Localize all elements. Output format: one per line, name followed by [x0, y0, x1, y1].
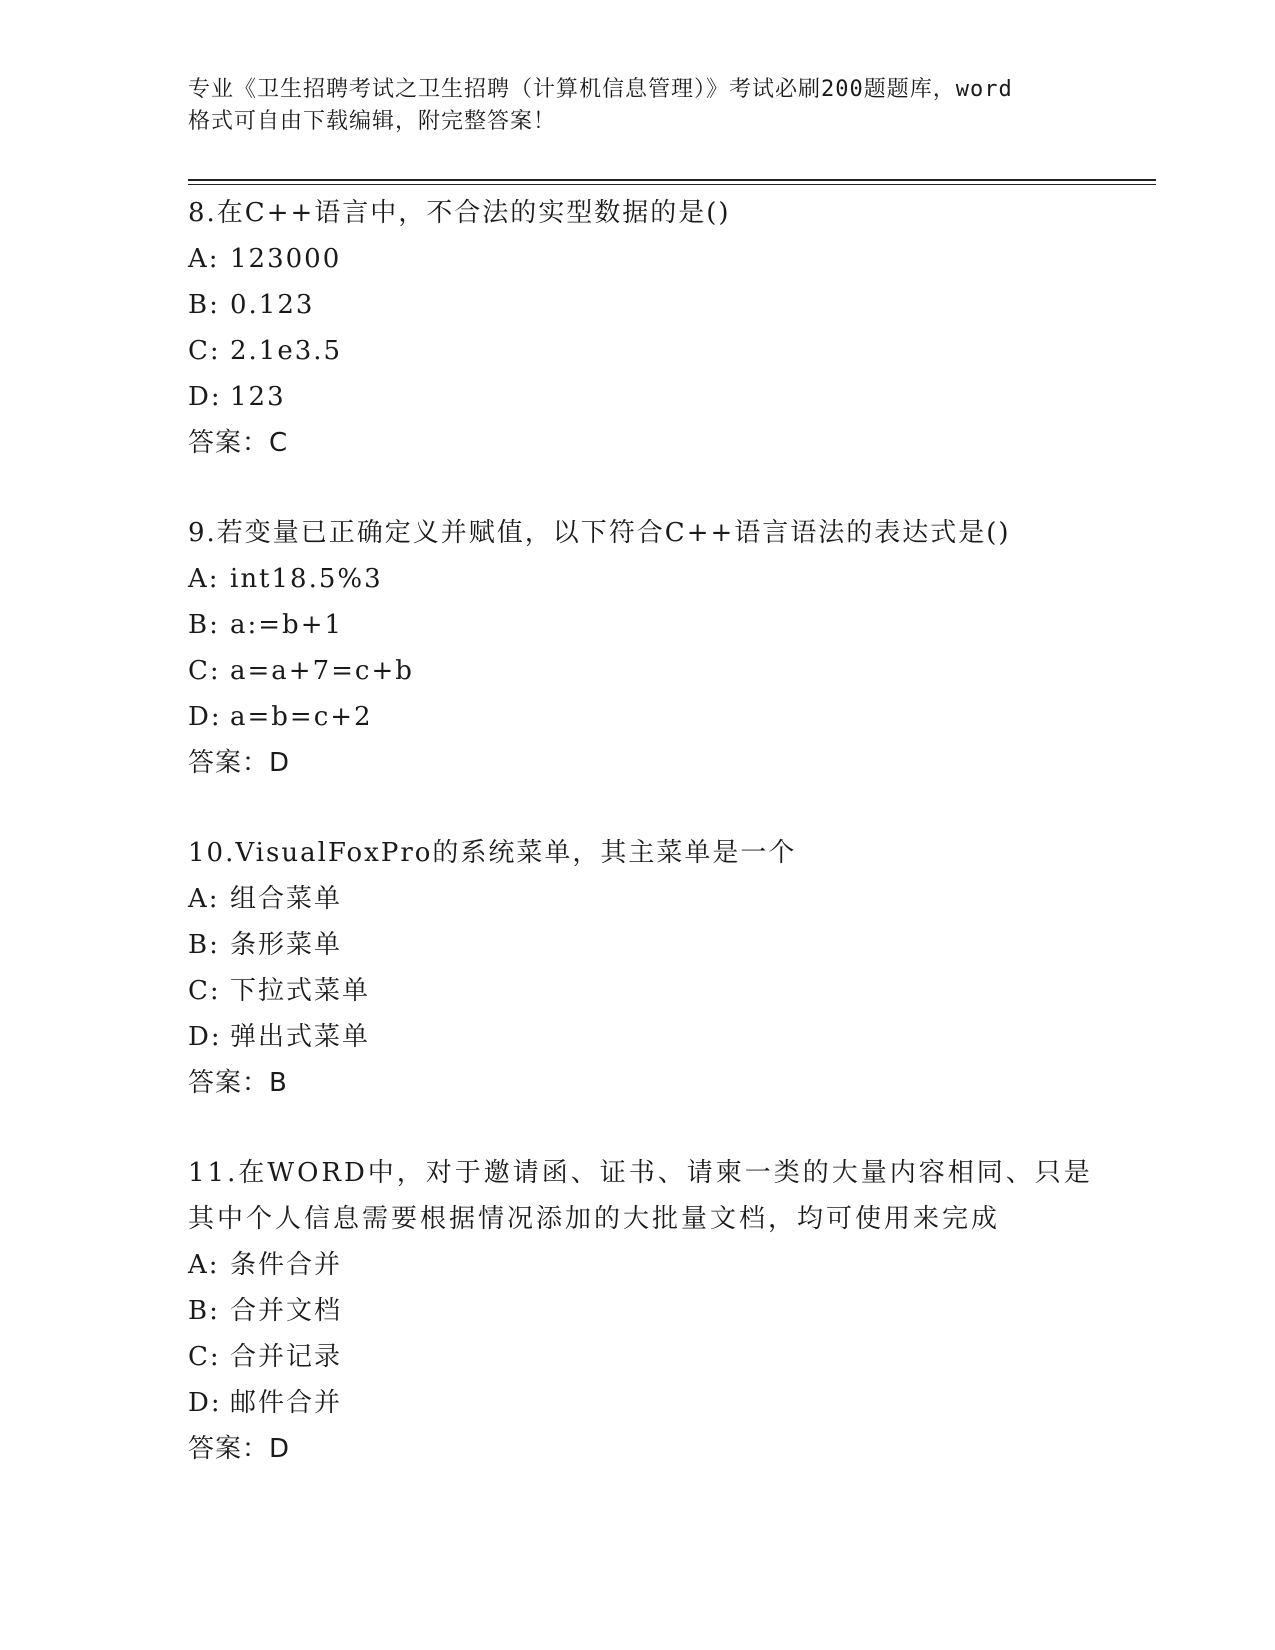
- option-text: a=b=c+2: [230, 702, 373, 732]
- option-text: 组合菜单: [230, 884, 343, 914]
- header-rule-thick: [188, 179, 1156, 181]
- option-text: 下拉式菜单: [230, 976, 371, 1006]
- option-b: [188, 282, 1148, 328]
- option-text: a:=b+1: [230, 610, 344, 640]
- option-a: [188, 556, 1148, 602]
- option-letter: A:: [188, 1250, 220, 1280]
- option-text: a=a+7=c+b: [230, 656, 414, 686]
- option-text: 合并记录: [230, 1342, 343, 1372]
- option-text: 123: [230, 382, 286, 412]
- question-stem-line-2: 其中个人信息需要根据情况添加的大批量文档，均可使用来完成: [188, 1204, 1001, 1234]
- question-stem: 9.若变量已正确定义并赋值，以下符合C++语言语法的表达式是(): [188, 518, 1011, 548]
- option-letter: B:: [188, 1296, 220, 1326]
- document-header: [188, 74, 1108, 138]
- question-list: [188, 190, 1148, 1516]
- answer-line: 答案：D: [188, 1434, 291, 1464]
- header-line-1: 专业《卫生招聘考试之卫生招聘（计算机信息管理）》考试必刷200题题库，word: [188, 77, 1013, 102]
- option-letter: C:: [188, 336, 221, 366]
- option-c: [188, 328, 1148, 374]
- option-c: [188, 648, 1148, 694]
- question-8: [188, 190, 1148, 466]
- option-b: [188, 1288, 1148, 1334]
- header-line-2: 格式可自由下载编辑，附完整答案！: [188, 109, 557, 134]
- option-text: 条形菜单: [230, 930, 343, 960]
- option-letter: A:: [188, 884, 220, 914]
- option-b: [188, 602, 1148, 648]
- option-letter: C:: [188, 976, 221, 1006]
- question-stem: 8.在C++语言中，不合法的实型数据的是(): [188, 198, 731, 228]
- option-d: [188, 1014, 1148, 1060]
- option-c: [188, 968, 1148, 1014]
- option-letter: C:: [188, 1342, 221, 1372]
- option-b: [188, 922, 1148, 968]
- option-text: 弹出式菜单: [230, 1022, 371, 1052]
- question-10: [188, 830, 1148, 1106]
- answer-line: 答案：C: [188, 428, 289, 458]
- answer-line: 答案：B: [188, 1068, 288, 1098]
- answer-line: 答案：D: [188, 748, 291, 778]
- question-stem: 10.VisualFoxPro的系统菜单，其主菜单是一个: [188, 838, 797, 868]
- option-text: 条件合并: [230, 1250, 343, 1280]
- option-letter: B:: [188, 290, 220, 320]
- question-stem-line-1: 11.在WORD中，对于邀请函、证书、请柬一类的大量内容相同、只是: [188, 1158, 1093, 1188]
- option-letter: D:: [188, 1388, 222, 1418]
- option-d: [188, 694, 1148, 740]
- option-d: [188, 1380, 1148, 1426]
- option-letter: B:: [188, 930, 220, 960]
- option-letter: A:: [188, 244, 220, 274]
- option-letter: D:: [188, 382, 222, 412]
- option-letter: B:: [188, 610, 220, 640]
- option-letter: A:: [188, 564, 220, 594]
- option-letter: D:: [188, 702, 222, 732]
- question-11: [188, 1150, 1148, 1472]
- option-a: [188, 876, 1148, 922]
- option-text: 2.1e3.5: [230, 336, 343, 366]
- option-text: 123000: [230, 244, 342, 274]
- option-text: 合并文档: [230, 1296, 343, 1326]
- option-letter: C:: [188, 656, 221, 686]
- question-9: [188, 510, 1148, 786]
- option-letter: D:: [188, 1022, 222, 1052]
- option-a: [188, 236, 1148, 282]
- option-a: [188, 1242, 1148, 1288]
- option-c: [188, 1334, 1148, 1380]
- option-text: 0.123: [230, 290, 315, 320]
- option-text: 邮件合并: [230, 1388, 343, 1418]
- option-d: [188, 374, 1148, 420]
- option-text: int18.5%3: [230, 564, 383, 594]
- header-rule-thin: [188, 184, 1156, 185]
